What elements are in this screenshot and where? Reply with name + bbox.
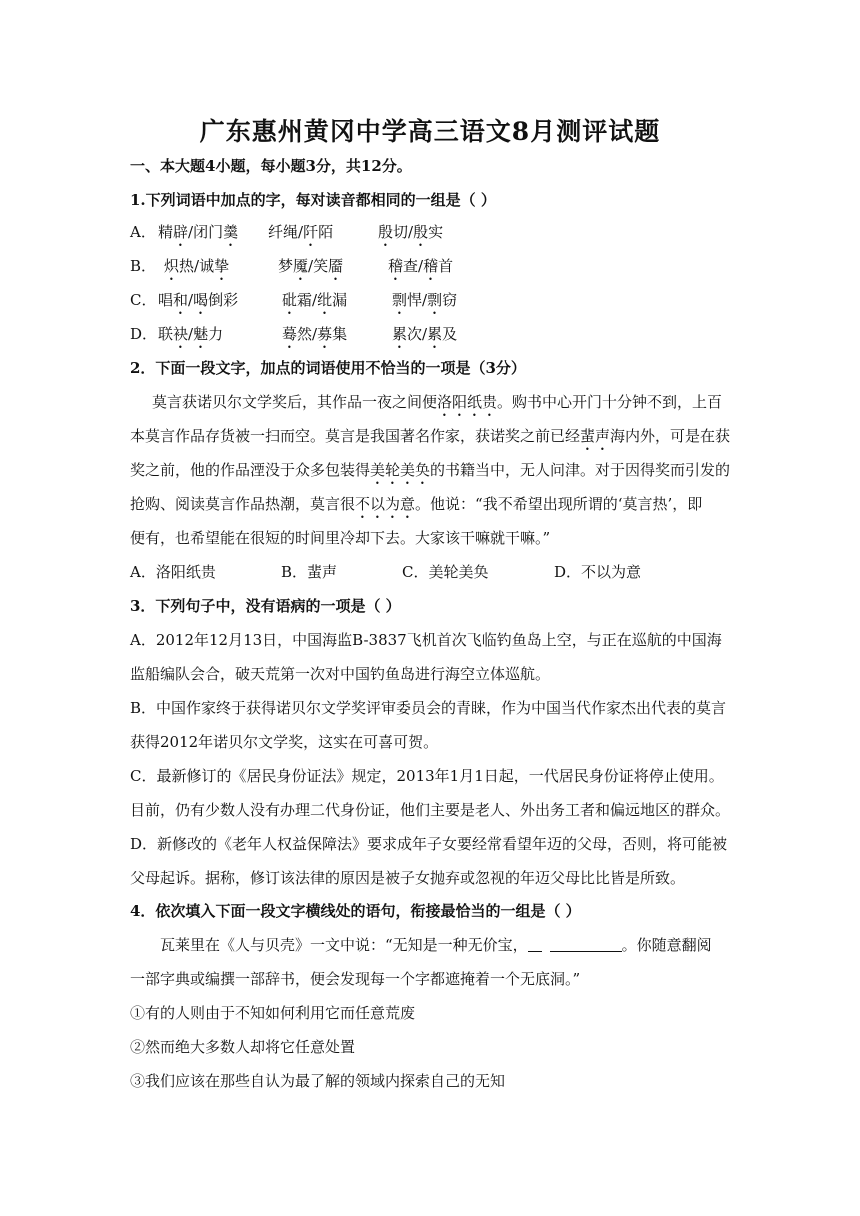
option-letter: C． (130, 291, 157, 309)
q3-line: 获得2012年诺贝尔文学奖，这实在可喜可贺。 (130, 733, 439, 751)
q2-option-a: A．洛阳纸贵 (130, 563, 216, 581)
q3-line: 父母起诉。据称，修订该法律的原因是被子女抛弃或忽视的年迈父母比比皆是所致。 (130, 869, 686, 887)
q3-stem: 3．下列句子中，没有语病的一项是（ ） (130, 597, 401, 615)
dotted-word: 洛阳纸贵 (437, 393, 498, 411)
answer-blank (550, 936, 622, 952)
q4-stem: 4．依次填入下面一段文字横线处的语句，衔接最恰当的一组是（ ） (130, 902, 581, 920)
q3-line: 目前，仍有少数人没有办理二代身份证，他们主要是老人、外出务工者和偏远地区的群众。 (130, 801, 731, 819)
q3-line: B．中国作家终于获得诺贝尔文学奖评审委员会的青睐，作为中国当代作家杰出代表的莫言 (130, 699, 727, 717)
option-letter: A． (130, 223, 156, 241)
q3-line: 监船编队会合，破天荒第一次对中国钓鱼岛进行海空立体巡航。 (130, 665, 551, 683)
q1-option-a: A． 精辟/闭门羹 纤绳/阡陌 殷切/殷实 (130, 223, 444, 241)
q1-stem: 1.下列词语中加点的字，每对读音都相同的一组是（ ） (130, 191, 496, 209)
q2-passage-line: 莫言获诺贝尔文学奖后，其作品一夜之间便洛阳纸贵。购书中心开门十分钟不到，上百 (152, 393, 723, 411)
dotted-word: 美轮美奂 (370, 461, 431, 479)
q4-item: ②然而绝大多数人却将它任意处置 (130, 1038, 356, 1056)
q4-passage-line: 瓦莱里在《人与贝壳》一文中说：“无知是一种无价宝， 。你随意翻阅 (160, 936, 712, 954)
q2-stem: 2．下面一段文字，加点的词语使用不恰当的一项是（3分） (130, 359, 526, 377)
q2-option-d: D．不以为意 (554, 563, 642, 581)
answer-blank (528, 936, 542, 952)
q4-item: ③我们应该在那些自认为最了解的领域内探索自己的无知 (130, 1072, 506, 1090)
q2-option-c: C．美轮美奂 (402, 563, 489, 581)
q2-passage-line: 便有，也希望能在很短的时间里冷却下去。大家该干嘛就干嘛。” (130, 529, 551, 547)
exam-title: 广东惠州黄冈中学高三语文8月测评试题 (199, 117, 661, 146)
option-letter: B． (130, 257, 157, 275)
option-letter: D． (130, 325, 158, 343)
q1-option-c: C． 唱和/喝倒彩 砒霜/纰漏 剽悍/剽窃 (130, 291, 458, 309)
q2-passage-line: 抢购、阅读莫言作品热潮，莫言很不以为意。他说：“我不希望出现所谓的‘莫言热’，即 (130, 495, 703, 513)
q2-option-b: B．蜚声 (281, 563, 338, 581)
q2-passage-line: 本莫言作品存货被一扫而空。莫言是我国著名作家，获诺奖之前已经蜚声海内外，可是在获 (130, 427, 731, 445)
q2-passage-line: 奖之前，他的作品湮没于众多包装得美轮美奂的书籍当中，无人问津。对于因得奖而引发的 (130, 461, 731, 479)
q4-passage-line: 一部字典或编撰一部辞书，便会发现每一个字都遮掩着一个无底洞。” (130, 970, 581, 988)
q3-line: C．最新修订的《居民身份证法》规定，2013年1月1日起，一代居民身份证将停止使用。 (130, 767, 724, 785)
q3-line: A．2012年12月13日，中国海监B-3837飞机首次飞临钓鱼岛上空，与正在巡航的中国海 (130, 631, 722, 649)
q4-item: ①有的人则由于不知如何利用它而任意荒废 (130, 1004, 416, 1022)
section-heading: 一、本大题4小题，每小题3分，共12分。 (130, 157, 412, 175)
q3-line: D．新修改的《老年人权益保障法》要求成年子女要经常看望年迈的父母，否则，将可能被 (130, 835, 728, 853)
q1-option-d: D．联袂/魅力 蓦然/募集 累次/累及 (130, 325, 458, 343)
q1-option-b: B． 炽热/诚挚 梦魇/笑靥 稽查/稽首 (130, 257, 454, 275)
q2-options (130, 562, 641, 582)
dotted-word: 蜚声 (580, 427, 611, 445)
dotted-word: 不以为意 (355, 495, 416, 513)
